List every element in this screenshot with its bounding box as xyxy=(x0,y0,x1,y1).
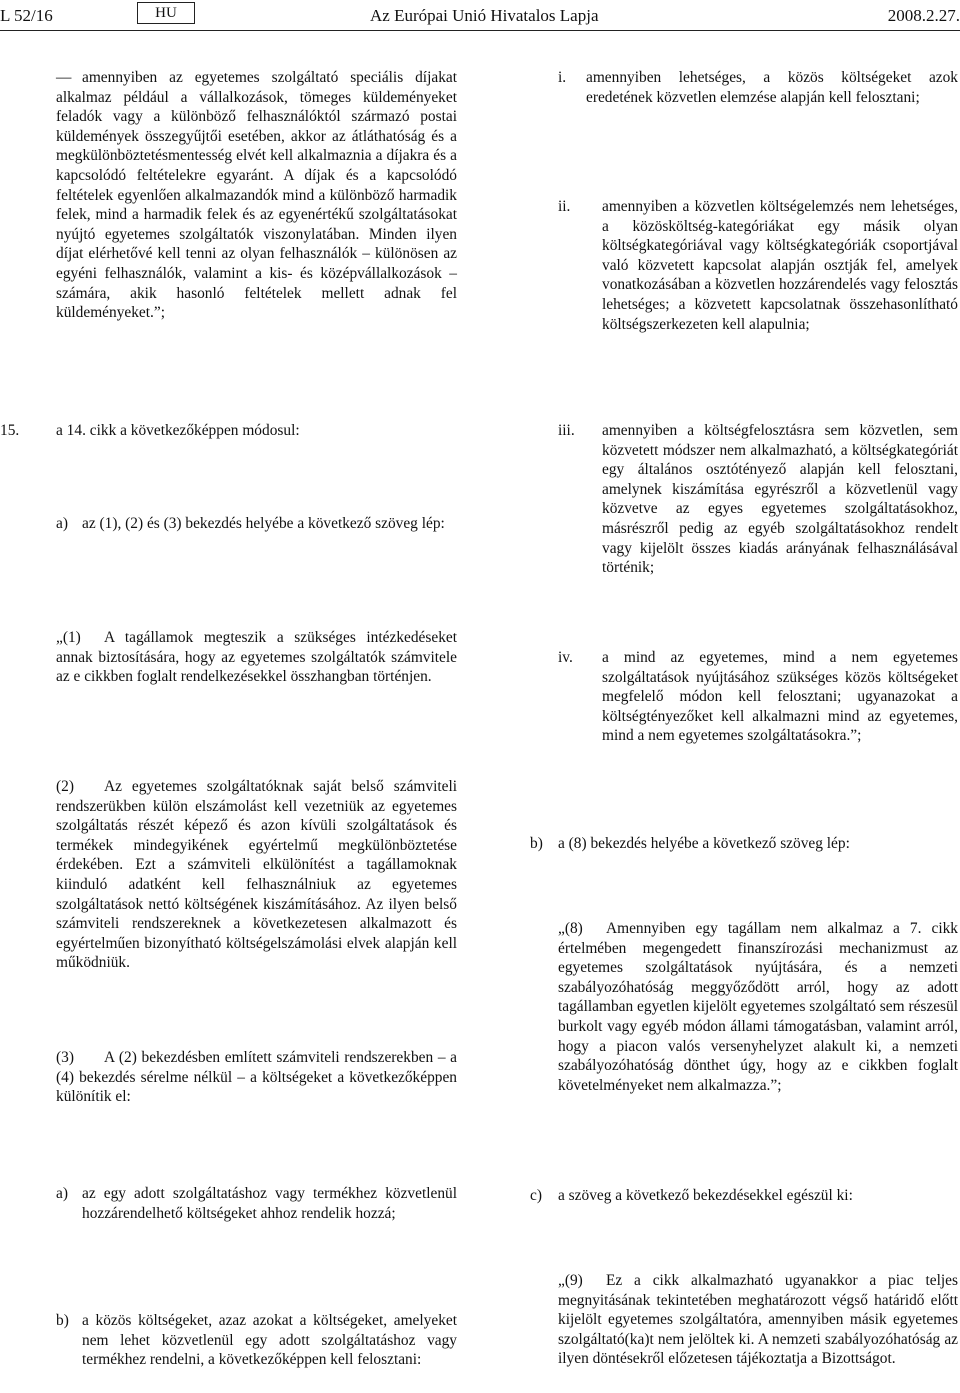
sub-label-c: c) xyxy=(530,1187,542,1204)
roman-item-i xyxy=(558,68,958,107)
roman-text-ii: amennyiben a közvetlen költségelemzés nem lehetséges, a közösköltség-kategóriákat egy másik olyan költségkategóriával vagy költségkategóriák csoportjával való közvetett kapcsolat alapján osztják fel, amelyek vonatkozásában a közvetlen hozzárendelés vagy felosztás lehetséges; a közvetett kapcsolatnak összehasonlítható költségszerkezeten kell alapulnia; xyxy=(602,198,958,333)
paragraph-label-3: (3) xyxy=(56,1049,74,1066)
paragraph-text-8: Amennyiben egy tagállam nem alkalmaz a 7. cikk értelmében megengedett finanszírozási mechanizmust az egyetemes szolgáltatások nyújtására, és a nemzeti szabályozóhatóság meggyőződött arról, hogy az adott tagállamban egyetlen kijelölt egyetemes szolgáltató sem részesül burkolt vagy egyéb módon állami támogatásban, valamint arról, hogy a piacon valós versenyhelyzet alakult ki, a nemzeti szabályozóhatóság dönthet úgy, hogy az e cikkben foglalt követelményeket nem alkalmazza.”; xyxy=(558,920,959,1094)
roman-item-ii xyxy=(558,197,958,334)
roman-text-iii: amennyiben a költségfelosztásra sem közvetlen, sem közvetett módszer nem alkalmazható, a költségkategóriát egy általános osztótényező alapján kell felosztani, amelynek kiszámítása egyrészről a közvetlenül vagy közvetve az egyes egyetemes szolgáltatásokhoz, másrészről pedig az egyéb szolgáltatásokhoz rendelt vagy kijelölt összes kiadás arányának felhasználásával történik; xyxy=(602,422,958,577)
roman-text-i: amennyiben lehetséges, a közös költségeket azok eredetének közvetlen elemzése alapján kell felosztani; xyxy=(586,69,958,106)
paragraph-text-3: A (2) bekezdésben említett számviteli rendszerekben – a (4) bekezdés sérelme nélkül – a költségeket a következőképpen különítik el: xyxy=(56,1049,457,1106)
publication-date: 2008.2.27. xyxy=(887,6,960,25)
sub-text-a: az (1), (2) és (3) bekezdés helyébe a következő szöveg lép: xyxy=(82,515,445,532)
paragraph-8 xyxy=(558,919,958,1095)
paragraph-3 xyxy=(56,1048,457,1107)
roman-label-i: i. xyxy=(558,69,567,86)
paragraph-2 xyxy=(56,777,457,973)
article-point-15 xyxy=(0,421,457,441)
split-text-b: a közös költségeket, azaz azokat a költségeket, amelyeket nem lehet közvetlenül egy adott szolgáltatáshoz vagy termékhez rendelni, a következőképpen kell felosztani: xyxy=(82,1312,457,1369)
point-number-15: 15. xyxy=(0,422,20,439)
dash-item xyxy=(56,68,457,323)
sub-label-a: a) xyxy=(56,515,68,532)
page-number: L 52/16 xyxy=(0,6,53,25)
sub-point-c xyxy=(530,1186,958,1206)
sub-text-c: a szöveg a következő bekezdésekkel egészül ki: xyxy=(558,1187,853,1204)
header-rule xyxy=(0,30,960,31)
page-header xyxy=(0,0,960,32)
split-label-b: b) xyxy=(56,1312,69,1329)
paragraph-label-1: „(1) xyxy=(56,629,81,646)
paragraph-9 xyxy=(558,1271,958,1369)
dash-marker: — xyxy=(56,69,72,86)
roman-label-ii: ii. xyxy=(558,198,571,215)
point-text-15: a 14. cikk a következőképpen módosul: xyxy=(56,422,300,439)
language-badge: HU xyxy=(137,2,195,24)
paragraph-text-9: Ez a cikk alkalmazható ugyanakkor a piac teljes megnyitásának tekintetében meghatározott végső határidő előtt kijelölt egyetemes szolgáltatóra, amennyiben másik egyetemes szolgáltató(ka)t nem jelöltek ki. A nemzeti szabályozóhatóság az ilyen döntésekről előzetesen tájékoztatja a Bizottságot. xyxy=(558,1272,958,1368)
roman-label-iv: iv. xyxy=(558,649,573,666)
sub-text-b: a (8) bekezdés helyébe a következő szöveg lép: xyxy=(558,835,850,852)
roman-label-iii: iii. xyxy=(558,422,575,439)
paragraph-label-2: (2) xyxy=(56,778,74,795)
split-text-a: az egy adott szolgáltatáshoz vagy termékhez közvetlenül hozzárendelhető költségeket ahhoz rendelik hozzá; xyxy=(82,1185,457,1222)
journal-title: Az Európai Unió Hivatalos Lapja xyxy=(370,6,599,25)
split-label-a: a) xyxy=(56,1185,68,1202)
paragraph-text-2: Az egyetemes szolgáltatóknak saját belső számviteli rendszerükben külön elszámolást kell vezetniük az egyetemes szolgáltatás részét képező és azon kívüli szolgáltatások és termékek mindegyikének egyértelmű megkülönböztetése érdekében. Ezt a számviteli elkülönítést a tagállamoknak kiinduló adatként kell felhasználniuk az egyetemes szolgáltatások nettó költségének kiszámításához. Az ilyen belső számviteli rendszereknek a következetesen alkalmazott és egyértelműen bizonyítható költségelszámolási elvek alapján kell működniük. xyxy=(56,778,457,972)
paragraph-label-8: „(8) xyxy=(558,920,583,937)
roman-text-iv: a mind az egyetemes, mind a nem egyetemes szolgáltatások nyújtásához szükséges közös költségeket megfelelő módon kell felosztani; ugyanazokat a költségtényezőket kell alkalmazni mind az egyetemes, mind a nem egyetemes szolgáltatásokra.”; xyxy=(602,649,958,745)
sub-label-b: b) xyxy=(530,835,543,852)
dash-item-text: — amennyiben az egyetemes szolgáltató speciális díjakat alkalmaz például a vállalkozások, tömeges küldeményeket feladók vagy a különböző felhasználóktól származó postai küldemények összegyűjtői esetében, akkor az átláthatóság és a megkülönböztetésmentesség elvét kell alkalmaznia a díjakra és a kapcsolódó feltételekre egyaránt. A díjak és a kapcsolódó feltételek egyenlően alkalmazandók mind a különböző harmadik felek, mind a harmadik felek és az egyenértékű szolgáltatásokat nyújtó egyetemes szolgáltatók viszonylatában. Minden ilyen díjat elérhetővé kell tenni az olyan felhasználók – különösen az egyéni felhasználók, valamint a kis- és középvállalkozások – számára, akik hasonló feltételek mellett adnak fel küldeményeket.”; xyxy=(56,69,457,322)
sub-point-a xyxy=(56,514,457,534)
paragraph-label-9: „(9) xyxy=(558,1272,583,1289)
split-item-b xyxy=(56,1311,457,1370)
paragraph-text-1: A tagállamok megteszik a szükséges intézkedéseket annak biztosítására, hogy az egyetemes szolgáltatók számvitele az e cikkben foglalt rendelkezésekkel összhangban történjen. xyxy=(56,629,457,686)
roman-item-iv xyxy=(558,648,958,746)
paragraph-1 xyxy=(56,628,457,687)
roman-item-iii xyxy=(558,421,958,578)
split-item-a xyxy=(56,1184,457,1223)
sub-point-b xyxy=(530,834,958,854)
